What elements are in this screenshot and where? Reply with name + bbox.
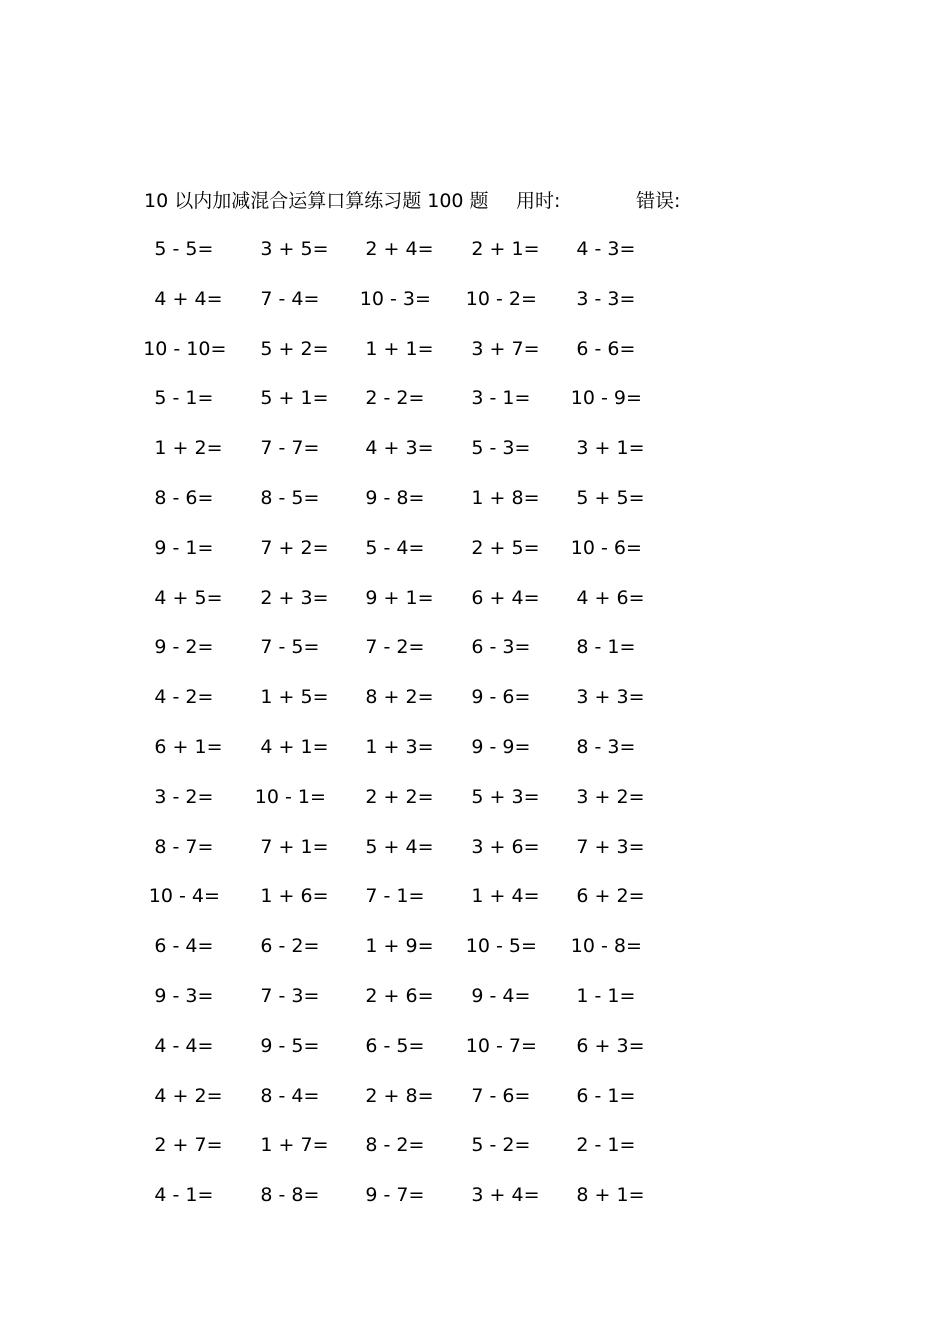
problem-item: 4 + 3= [365, 437, 434, 460]
time-used-label: 用时: [516, 190, 561, 212]
worksheet-header [0, 186, 950, 216]
problem-item: 4 - 1= [154, 1184, 214, 1207]
problem-item: 8 - 5= [260, 487, 320, 509]
problem-item: 5 - 4= [365, 536, 425, 559]
problem-item: 10 - 5= [465, 935, 537, 958]
problem-item: 9 + 1= [365, 586, 434, 609]
problem-item: 7 - 7= [260, 437, 320, 460]
problem-row [0, 483, 950, 513]
problem-item: 1 - 1= [576, 985, 636, 1007]
problem-row [0, 682, 950, 712]
problem-item: 8 - 3= [576, 736, 636, 758]
problem-item: 10 - 3= [359, 287, 431, 310]
problem-item: 3 + 5= [260, 238, 329, 260]
problem-item: 1 + 4= [471, 885, 540, 908]
problem-item: 5 + 2= [260, 337, 329, 360]
problem-item: 10 - 10= [143, 337, 227, 360]
problem-row [0, 334, 950, 364]
problem-item: 9 - 9= [471, 736, 531, 758]
problem-item: 6 + 1= [154, 736, 223, 758]
problem-item: 2 + 7= [154, 1134, 223, 1157]
problem-item: 3 + 3= [576, 686, 645, 709]
problem-item: 5 - 3= [471, 437, 531, 460]
problem-item: 9 - 5= [260, 1034, 320, 1057]
problem-item: 7 + 1= [260, 835, 329, 858]
problem-item: 10 - 7= [465, 1034, 537, 1057]
problem-row [0, 782, 950, 812]
problem-row [0, 832, 950, 862]
problem-row [0, 234, 950, 264]
problem-item: 6 - 6= [576, 337, 636, 360]
problem-item: 6 - 5= [365, 1034, 425, 1057]
problem-item: 4 + 1= [260, 736, 329, 758]
problem-item: 8 - 8= [260, 1184, 320, 1207]
problem-row [0, 931, 950, 961]
problem-item: 10 - 9= [570, 387, 642, 410]
problem-row [0, 1031, 950, 1061]
problem-row [0, 1180, 950, 1210]
problem-item: 1 + 7= [260, 1134, 329, 1157]
problem-item: 4 + 4= [154, 287, 223, 310]
problem-row [0, 1081, 950, 1111]
problem-item: 9 - 4= [471, 985, 531, 1007]
problem-item: 2 + 3= [260, 586, 329, 609]
problem-item: 7 - 4= [260, 287, 320, 310]
problem-item: 1 + 5= [260, 686, 329, 709]
problem-item: 2 - 2= [365, 387, 425, 410]
problem-row [0, 583, 950, 613]
problem-item: 3 + 2= [576, 785, 645, 808]
problem-item: 5 - 2= [471, 1134, 531, 1157]
problem-item: 10 - 2= [465, 287, 537, 310]
problem-item: 9 - 8= [365, 487, 425, 509]
problem-item: 9 - 6= [471, 686, 531, 709]
problem-item: 6 + 3= [576, 1034, 645, 1057]
problem-item: 9 - 2= [154, 636, 214, 659]
problem-row [0, 1130, 950, 1160]
problem-item: 2 - 1= [576, 1134, 636, 1157]
errors-label: 错误: [636, 190, 681, 212]
problem-row [0, 881, 950, 911]
problem-item: 7 - 6= [471, 1084, 531, 1107]
problem-row [0, 533, 950, 563]
problem-item: 1 + 3= [365, 736, 434, 758]
problem-item: 8 - 7= [154, 835, 214, 858]
problem-item: 3 - 3= [576, 287, 636, 310]
problem-item: 6 + 4= [471, 586, 540, 609]
problem-item: 1 + 2= [154, 437, 223, 460]
problem-item: 1 + 1= [365, 337, 434, 360]
problem-item: 5 + 3= [471, 785, 540, 808]
problem-item: 2 + 2= [365, 785, 434, 808]
problem-item: 4 + 6= [576, 586, 645, 609]
problem-item: 2 + 5= [471, 536, 540, 559]
problem-item: 5 + 4= [365, 835, 434, 858]
problem-item: 6 - 4= [154, 935, 214, 958]
problem-item: 5 - 5= [154, 238, 214, 260]
problem-row [0, 632, 950, 662]
problem-item: 7 + 2= [260, 536, 329, 559]
problem-item: 4 - 2= [154, 686, 214, 709]
problem-row [0, 284, 950, 314]
problem-item: 6 - 3= [471, 636, 531, 659]
problem-item: 5 - 1= [154, 387, 214, 410]
problem-item: 5 + 1= [260, 387, 329, 410]
problem-item: 3 - 1= [471, 387, 531, 410]
problem-item: 8 - 6= [154, 487, 214, 509]
problem-item: 4 - 4= [154, 1034, 214, 1057]
problem-item: 1 + 8= [471, 487, 540, 509]
problem-row [0, 981, 950, 1011]
problem-item: 2 + 4= [365, 238, 434, 260]
problem-item: 4 - 3= [576, 238, 636, 260]
problem-item: 5 + 5= [576, 487, 645, 509]
problem-item: 6 + 2= [576, 885, 645, 908]
problem-item: 7 - 3= [260, 985, 320, 1007]
problem-row [0, 433, 950, 463]
problem-item: 2 + 8= [365, 1084, 434, 1107]
problem-item: 3 + 4= [471, 1184, 540, 1207]
problem-item: 7 - 2= [365, 636, 425, 659]
problem-item: 3 + 1= [576, 437, 645, 460]
problem-item: 8 + 1= [576, 1184, 645, 1207]
problem-item: 6 - 1= [576, 1084, 636, 1107]
worksheet-title: 10 以内加减混合运算口算练习题 100 题 [144, 190, 489, 212]
problem-item: 9 - 7= [365, 1184, 425, 1207]
problem-item: 2 + 6= [365, 985, 434, 1007]
problem-item: 10 - 1= [254, 785, 326, 808]
problem-item: 3 - 2= [154, 785, 214, 808]
problem-item: 10 - 8= [570, 935, 642, 958]
problem-row [0, 732, 950, 762]
problem-item: 7 - 1= [365, 885, 425, 908]
problem-item: 4 + 2= [154, 1084, 223, 1107]
problem-item: 10 - 4= [148, 885, 220, 908]
problem-item: 10 - 6= [570, 536, 642, 559]
problem-item: 8 - 2= [365, 1134, 425, 1157]
problem-item: 9 - 3= [154, 985, 214, 1007]
problem-item: 6 - 2= [260, 935, 320, 958]
problem-item: 9 - 1= [154, 536, 214, 559]
problem-item: 7 - 5= [260, 636, 320, 659]
problem-item: 3 + 7= [471, 337, 540, 360]
problem-item: 1 + 6= [260, 885, 329, 908]
problem-item: 8 - 4= [260, 1084, 320, 1107]
problem-row [0, 383, 950, 413]
problem-item: 3 + 6= [471, 835, 540, 858]
problem-item: 8 + 2= [365, 686, 434, 709]
problem-item: 4 + 5= [154, 586, 223, 609]
problem-item: 8 - 1= [576, 636, 636, 659]
problem-item: 2 + 1= [471, 238, 540, 260]
problem-item: 7 + 3= [576, 835, 645, 858]
problem-item: 1 + 9= [365, 935, 434, 958]
